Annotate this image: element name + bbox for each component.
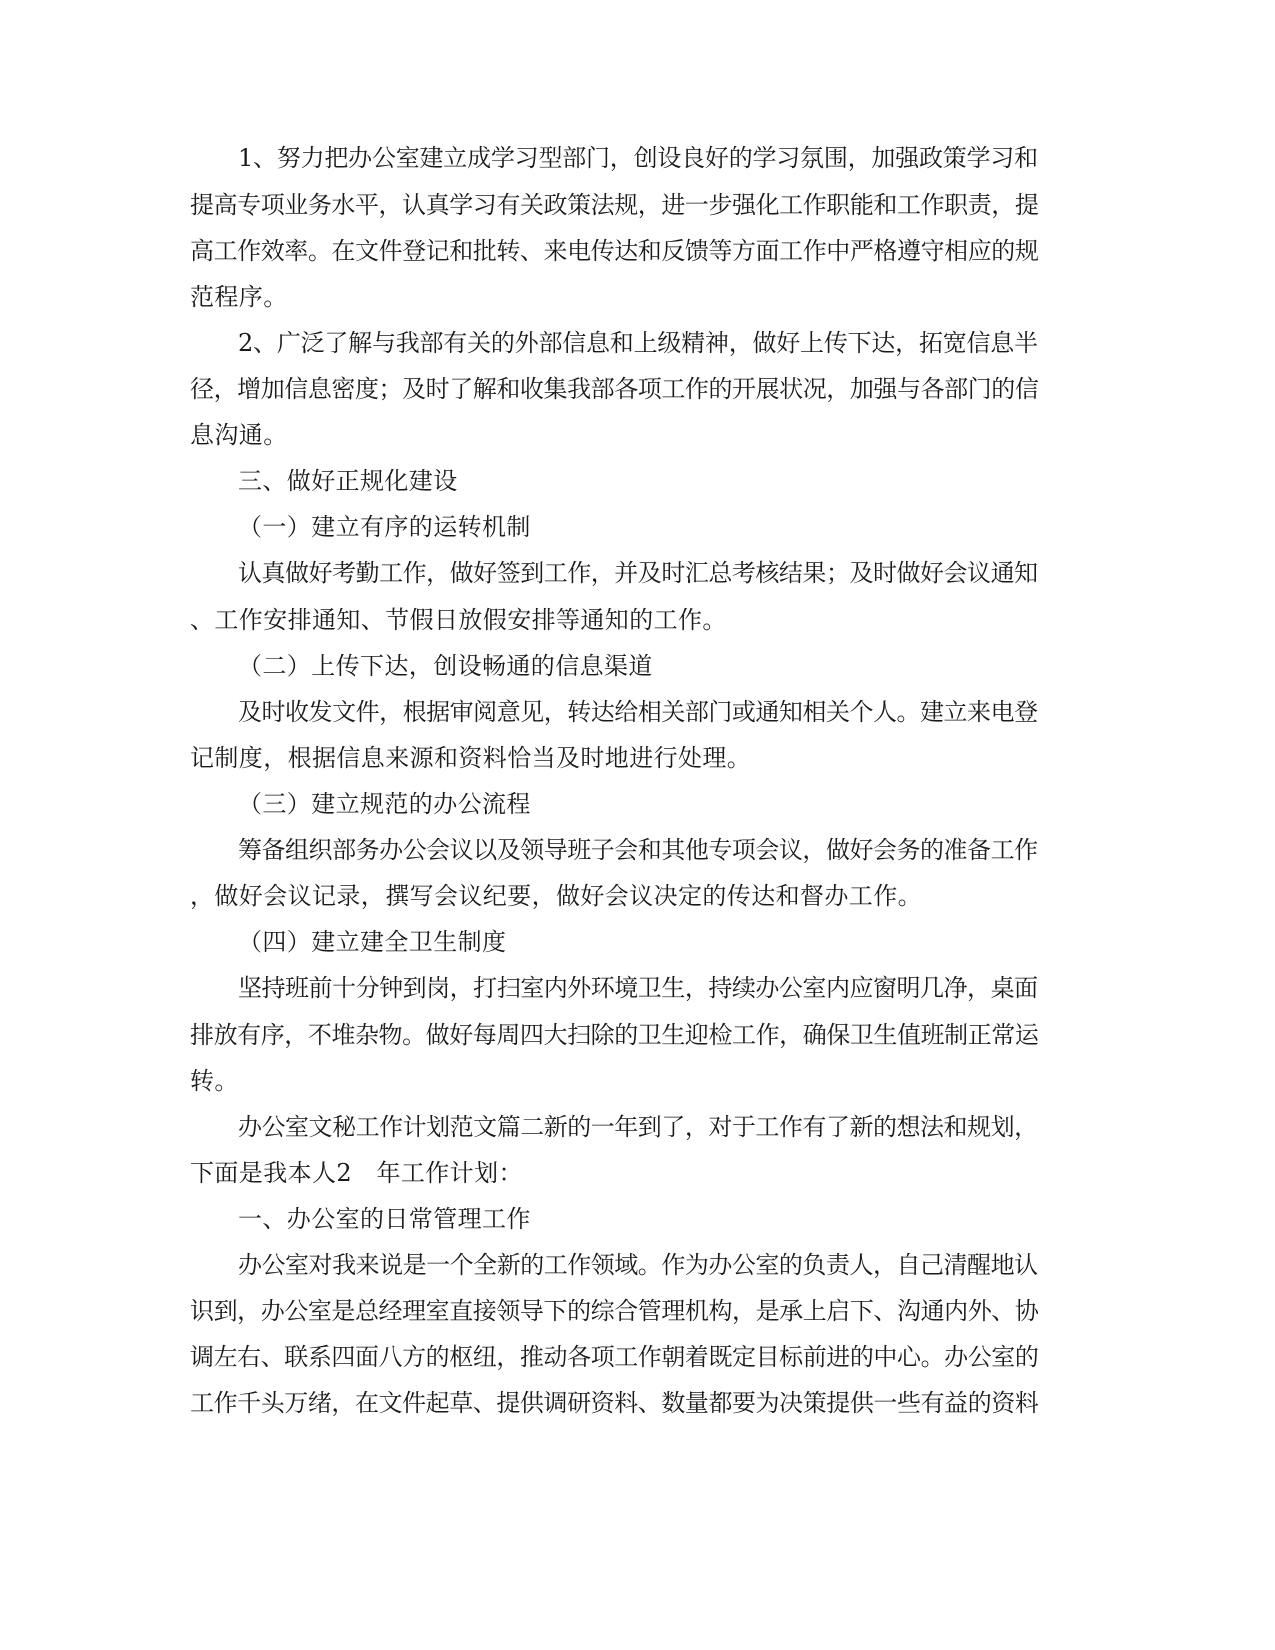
text-line: 2、广泛了解与我部有关的外部信息和上级精神，做好上传下达，拓宽信息半 bbox=[238, 329, 1038, 357]
text-line: 记制度，根据信息来源和资料恰当及时地进行处理。 bbox=[190, 744, 752, 772]
text-line: ，做好会议记录，撰写会议纪要，做好会议决定的传达和督办工作。 bbox=[190, 882, 922, 910]
text-line: 筹备组织部务办公会议以及领导班子会和其他专项会议，做好会务的准备工作 bbox=[238, 836, 1038, 864]
text-line: 息沟通。 bbox=[190, 421, 288, 449]
text-line: 提高专项业务水平，认真学习有关政策法规，进一步强化工作职能和工作职责，提 bbox=[190, 191, 1039, 219]
section-heading: 一、办公室的日常管理工作 bbox=[238, 1205, 531, 1233]
text-line: 认真做好考勤工作，做好签到工作，并及时汇总考核结果；及时做好会议通知 bbox=[238, 559, 1038, 587]
subsection-heading: （三）建立规范的办公流程 bbox=[238, 790, 531, 818]
text-line: 识到，办公室是总经理室直接领导下的综合管理机构，是承上启下、沟通内外、协 bbox=[190, 1297, 1039, 1325]
text-line: 径，增加信息密度；及时了解和收集我部各项工作的开展状况，加强与各部门的信 bbox=[190, 375, 1039, 403]
text-line: 高工作效率。在文件登记和批转、来电传达和反馈等方面工作中严格遵守相应的规 bbox=[190, 237, 1039, 265]
subsection-heading: （二）上传下达，创设畅通的信息渠道 bbox=[238, 652, 653, 680]
text-line: 下面是我本人2 年工作计划： bbox=[190, 1159, 523, 1187]
text-line: 、工作安排通知、节假日放假安排等通知的工作。 bbox=[190, 606, 727, 634]
text-line: 1、努力把办公室建立成学习型部门，创设良好的学习氛围，加强政策学习和 bbox=[238, 144, 1038, 172]
subsection-heading: （一）建立有序的运转机制 bbox=[238, 513, 531, 541]
text-line: 排放有序，不堆杂物。做好每周四大扫除的卫生迎检工作，确保卫生值班制正常运 bbox=[190, 1021, 1039, 1049]
text-line: 及时收发文件，根据审阅意见，转达给相关部门或通知相关个人。建立来电登 bbox=[238, 698, 1038, 726]
text-line: 转。 bbox=[190, 1067, 239, 1095]
text-line: 范程序。 bbox=[190, 283, 288, 311]
text-line: 办公室文秘工作计划范文篇二新的一年到了，对于工作有了新的想法和规划， bbox=[238, 1113, 1038, 1141]
text-line: 工作千头万绪，在文件起草、提供调研资料、数量都要为决策提供一些有益的资料 bbox=[190, 1389, 1039, 1417]
section-heading: 三、做好正规化建设 bbox=[238, 467, 458, 495]
text-line: 坚持班前十分钟到岗，打扫室内外环境卫生，持续办公室内应窗明几净，桌面 bbox=[238, 974, 1038, 1002]
text-line: 办公室对我来说是一个全新的工作领域。作为办公室的负责人，自己清醒地认 bbox=[238, 1251, 1038, 1279]
subsection-heading: （四）建立建全卫生制度 bbox=[238, 928, 507, 956]
text-line: 调左右、联系四面八方的枢纽，推动各项工作朝着既定目标前进的中心。办公室的 bbox=[190, 1343, 1039, 1371]
